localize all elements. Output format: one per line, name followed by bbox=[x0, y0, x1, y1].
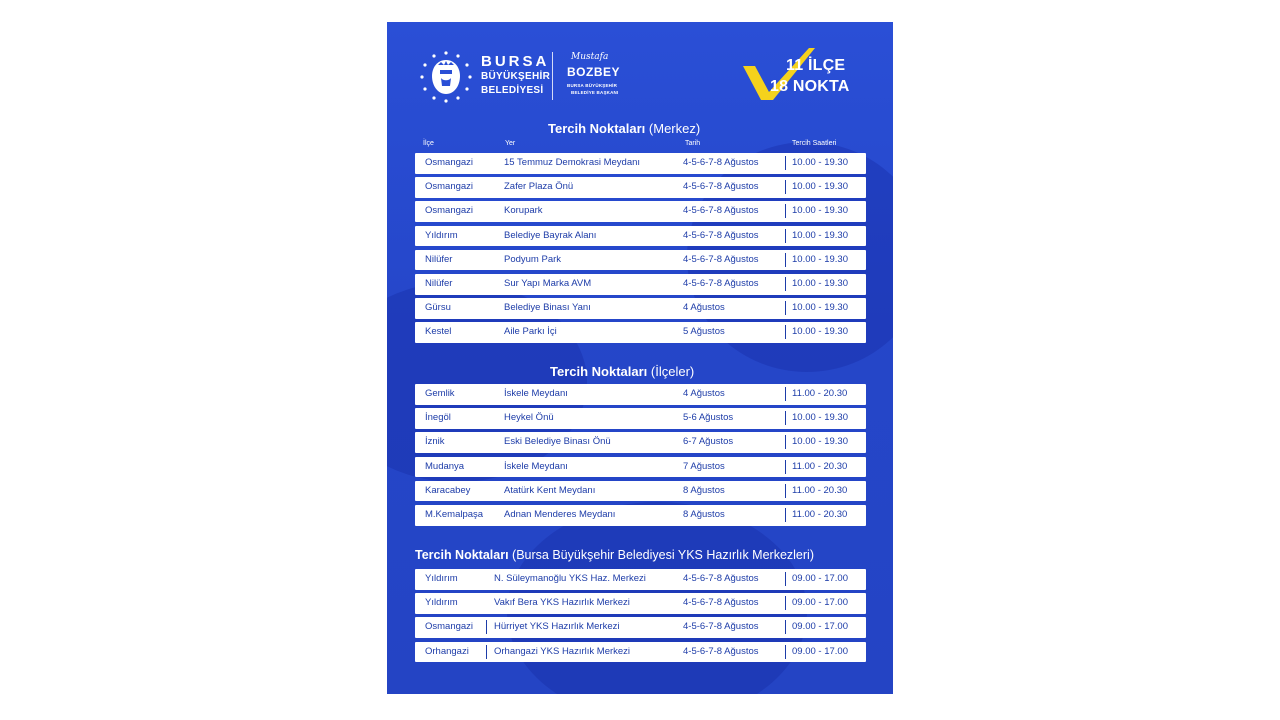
cell-tarih: 4 Ağustos bbox=[683, 388, 725, 399]
cell-yer: N. Süleymanoğlu YKS Haz. Merkezi bbox=[494, 573, 646, 584]
cell-ilce: Nilüfer bbox=[425, 253, 453, 265]
cell-tarih: 4-5-6-7-8 Ağustos bbox=[683, 621, 759, 633]
cell-ilce: Osmangazi bbox=[425, 157, 474, 168]
column-divider bbox=[785, 484, 786, 498]
cell-yer: Belediye Binası Yanı bbox=[504, 302, 591, 314]
table-row bbox=[415, 408, 866, 429]
column-divider bbox=[785, 411, 786, 425]
table-row bbox=[415, 593, 866, 614]
cell-yer: Orhangazi YKS Hazırlık Merkezi bbox=[494, 645, 631, 657]
column-divider bbox=[785, 325, 786, 339]
cell-saat: 10.00 - 19.30 bbox=[792, 157, 848, 168]
cell-tarih: 4-5-6-7-8 Ağustos bbox=[683, 253, 759, 265]
section-title-yks bbox=[415, 548, 814, 562]
cell-saat: 10.00 - 19.30 bbox=[792, 412, 848, 424]
cell-saat: 10.00 - 19.30 bbox=[792, 253, 848, 265]
column-divider bbox=[785, 645, 786, 659]
poster bbox=[387, 22, 893, 694]
cell-yer: Eski Belediye Binası Önü bbox=[504, 436, 611, 448]
cell-ilce: Osmangazi bbox=[425, 181, 474, 193]
cell-yer: Adnan Menderes Meydanı bbox=[504, 509, 616, 520]
cell-yer: Zafer Plaza Önü bbox=[504, 181, 574, 193]
cell-tarih: 4-5-6-7-8 Ağustos bbox=[683, 229, 759, 241]
table-row bbox=[415, 617, 866, 638]
cell-saat: 11.00 - 20.30 bbox=[792, 460, 848, 472]
table-row bbox=[415, 384, 866, 405]
cell-saat: 09.00 - 17.00 bbox=[792, 621, 848, 633]
section-title-bold: Tercih Noktaları bbox=[548, 121, 646, 136]
table-row bbox=[415, 457, 866, 478]
cell-saat: 09.00 - 17.00 bbox=[792, 645, 848, 657]
checkmark-icon bbox=[739, 44, 819, 104]
section-title-ilceler bbox=[550, 364, 694, 379]
mayor-logo bbox=[565, 50, 635, 110]
cell-yer: Aile Parkı İçi bbox=[504, 326, 557, 338]
cell-ilce: Yıldırım bbox=[425, 573, 458, 584]
logo-line-buyuksehir: BÜYÜKŞEHİR bbox=[481, 71, 551, 82]
cell-saat: 11.00 - 20.30 bbox=[792, 509, 848, 520]
section-title-merkez bbox=[548, 121, 700, 136]
logo-divider bbox=[552, 52, 553, 100]
column-divider bbox=[785, 620, 786, 634]
cell-ilce: M.Kemalpaşa bbox=[425, 509, 484, 520]
column-header-yer: Yer bbox=[505, 140, 516, 147]
column-header-saat: Tercih Saatleri bbox=[792, 140, 837, 147]
table-row bbox=[415, 569, 866, 590]
column-divider bbox=[785, 301, 786, 315]
cell-tarih: 6-7 Ağustos bbox=[683, 436, 734, 448]
badge-districts: 11 İLÇE bbox=[786, 57, 846, 74]
cell-tarih: 4-5-6-7-8 Ağustos bbox=[683, 205, 759, 217]
cell-yer: Atatürk Kent Meydanı bbox=[504, 484, 596, 496]
table-row bbox=[415, 201, 866, 222]
cell-tarih: 4-5-6-7-8 Ağustos bbox=[683, 157, 759, 168]
column-divider bbox=[785, 572, 786, 586]
column-divider bbox=[785, 508, 786, 522]
cell-tarih: 4-5-6-7-8 Ağustos bbox=[683, 645, 759, 657]
cell-saat: 10.00 - 19.30 bbox=[792, 181, 848, 193]
cell-saat: 09.00 - 17.00 bbox=[792, 597, 848, 609]
section-title-suffix: (Merkez) bbox=[645, 121, 701, 136]
column-divider bbox=[785, 204, 786, 218]
cell-tarih: 4-5-6-7-8 Ağustos bbox=[683, 573, 759, 584]
cell-ilce: İnegöl bbox=[425, 412, 451, 424]
cell-tarih: 5-6 Ağustos bbox=[683, 412, 734, 424]
column-divider bbox=[486, 645, 487, 659]
cell-yer: İskele Meydanı bbox=[504, 460, 568, 472]
cell-yer: Belediye Bayrak Alanı bbox=[504, 229, 597, 241]
municipality-seal-icon bbox=[417, 48, 475, 106]
column-divider bbox=[785, 460, 786, 474]
cell-ilce: Gürsu bbox=[425, 302, 451, 314]
logo-line-belediyesi: BELEDİYESİ bbox=[481, 85, 544, 96]
cell-tarih: 7 Ağustos bbox=[683, 460, 725, 472]
cell-tarih: 4-5-6-7-8 Ağustos bbox=[683, 278, 759, 289]
cell-saat: 10.00 - 19.30 bbox=[792, 278, 848, 289]
district-count-badge bbox=[739, 44, 869, 104]
cell-yer: Korupark bbox=[504, 205, 543, 217]
cell-saat: 11.00 - 20.30 bbox=[792, 388, 848, 399]
table-row bbox=[415, 298, 866, 319]
column-divider bbox=[486, 620, 487, 634]
mayor-last-name: BOZBEY bbox=[567, 65, 621, 79]
cell-tarih: 5 Ağustos bbox=[683, 326, 725, 338]
cell-tarih: 8 Ağustos bbox=[683, 509, 725, 520]
table-row bbox=[415, 505, 866, 526]
section-title-bold: Tercih Noktaları bbox=[550, 364, 648, 379]
column-divider bbox=[785, 229, 786, 243]
table-row bbox=[415, 226, 866, 247]
cell-ilce: Gemlik bbox=[425, 388, 455, 399]
cell-ilce: Kestel bbox=[425, 326, 452, 338]
cell-saat: 10.00 - 19.30 bbox=[792, 436, 848, 448]
table-row bbox=[415, 153, 866, 174]
cell-yer: İskele Meydanı bbox=[504, 388, 568, 399]
cell-yer: Podyum Park bbox=[504, 253, 562, 265]
table-row bbox=[415, 432, 866, 453]
cell-ilce: Karacabey bbox=[425, 484, 471, 496]
cell-ilce: Orhangazi bbox=[425, 645, 469, 657]
section-title-suffix: (Bursa Büyükşehir Belediyesi YKS Hazırlık Merkezleri) bbox=[508, 548, 814, 562]
mayor-first-name: Mustafa bbox=[571, 52, 609, 62]
column-divider bbox=[785, 435, 786, 449]
badge-points: 18 NOKTA bbox=[770, 78, 850, 95]
column-divider bbox=[785, 277, 786, 291]
logo-line-bursa: BURSA bbox=[481, 53, 550, 70]
cell-ilce: Osmangazi bbox=[425, 621, 474, 633]
column-divider bbox=[785, 253, 786, 267]
cell-yer: Hürriyet YKS Hazırlık Merkezi bbox=[494, 621, 620, 633]
cell-saat: 10.00 - 19.30 bbox=[792, 326, 848, 338]
cell-yer: Sur Yapı Marka AVM bbox=[504, 278, 592, 289]
column-divider bbox=[785, 387, 786, 401]
cell-ilce: İznik bbox=[425, 436, 445, 448]
cell-saat: 11.00 - 20.30 bbox=[792, 484, 848, 496]
cell-ilce: Nilüfer bbox=[425, 278, 453, 289]
cell-tarih: 4-5-6-7-8 Ağustos bbox=[683, 181, 759, 193]
cell-yer: Vakıf Bera YKS Hazırlık Merkezi bbox=[494, 597, 630, 609]
table-row bbox=[415, 481, 866, 502]
table-row bbox=[415, 250, 866, 271]
cell-ilce: Yıldırım bbox=[425, 597, 458, 609]
mayor-title-line2: BELEDİYE BAŞKANI bbox=[571, 90, 619, 95]
table-row bbox=[415, 322, 866, 343]
column-header-ilce: İlçe bbox=[423, 140, 434, 147]
cell-yer: 15 Temmuz Demokrasi Meydanı bbox=[504, 157, 641, 168]
column-divider bbox=[785, 180, 786, 194]
cell-tarih: 8 Ağustos bbox=[683, 484, 725, 496]
mayor-title-line1: BURSA BÜYÜKŞEHİR bbox=[567, 83, 618, 88]
cell-ilce: Mudanya bbox=[425, 460, 465, 472]
section-title-bold: Tercih Noktaları bbox=[415, 548, 509, 562]
table-row bbox=[415, 274, 866, 295]
column-header-tarih: Tarih bbox=[685, 140, 701, 147]
cell-saat: 09.00 - 17.00 bbox=[792, 573, 848, 584]
cell-ilce: Osmangazi bbox=[425, 205, 474, 217]
cell-saat: 10.00 - 19.30 bbox=[792, 229, 848, 241]
cell-saat: 10.00 - 19.30 bbox=[792, 302, 848, 314]
section-title-suffix: (İlçeler) bbox=[647, 364, 695, 379]
cell-tarih: 4 Ağustos bbox=[683, 302, 725, 314]
cell-ilce: Yıldırım bbox=[425, 229, 458, 241]
table-row bbox=[415, 642, 866, 663]
bursa-buyuksehir-logo bbox=[417, 48, 587, 108]
table-row bbox=[415, 177, 866, 198]
column-divider bbox=[785, 596, 786, 610]
cell-tarih: 4-5-6-7-8 Ağustos bbox=[683, 597, 759, 609]
cell-saat: 10.00 - 19.30 bbox=[792, 205, 848, 217]
cell-yer: Heykel Önü bbox=[504, 412, 554, 424]
column-divider bbox=[785, 156, 786, 170]
